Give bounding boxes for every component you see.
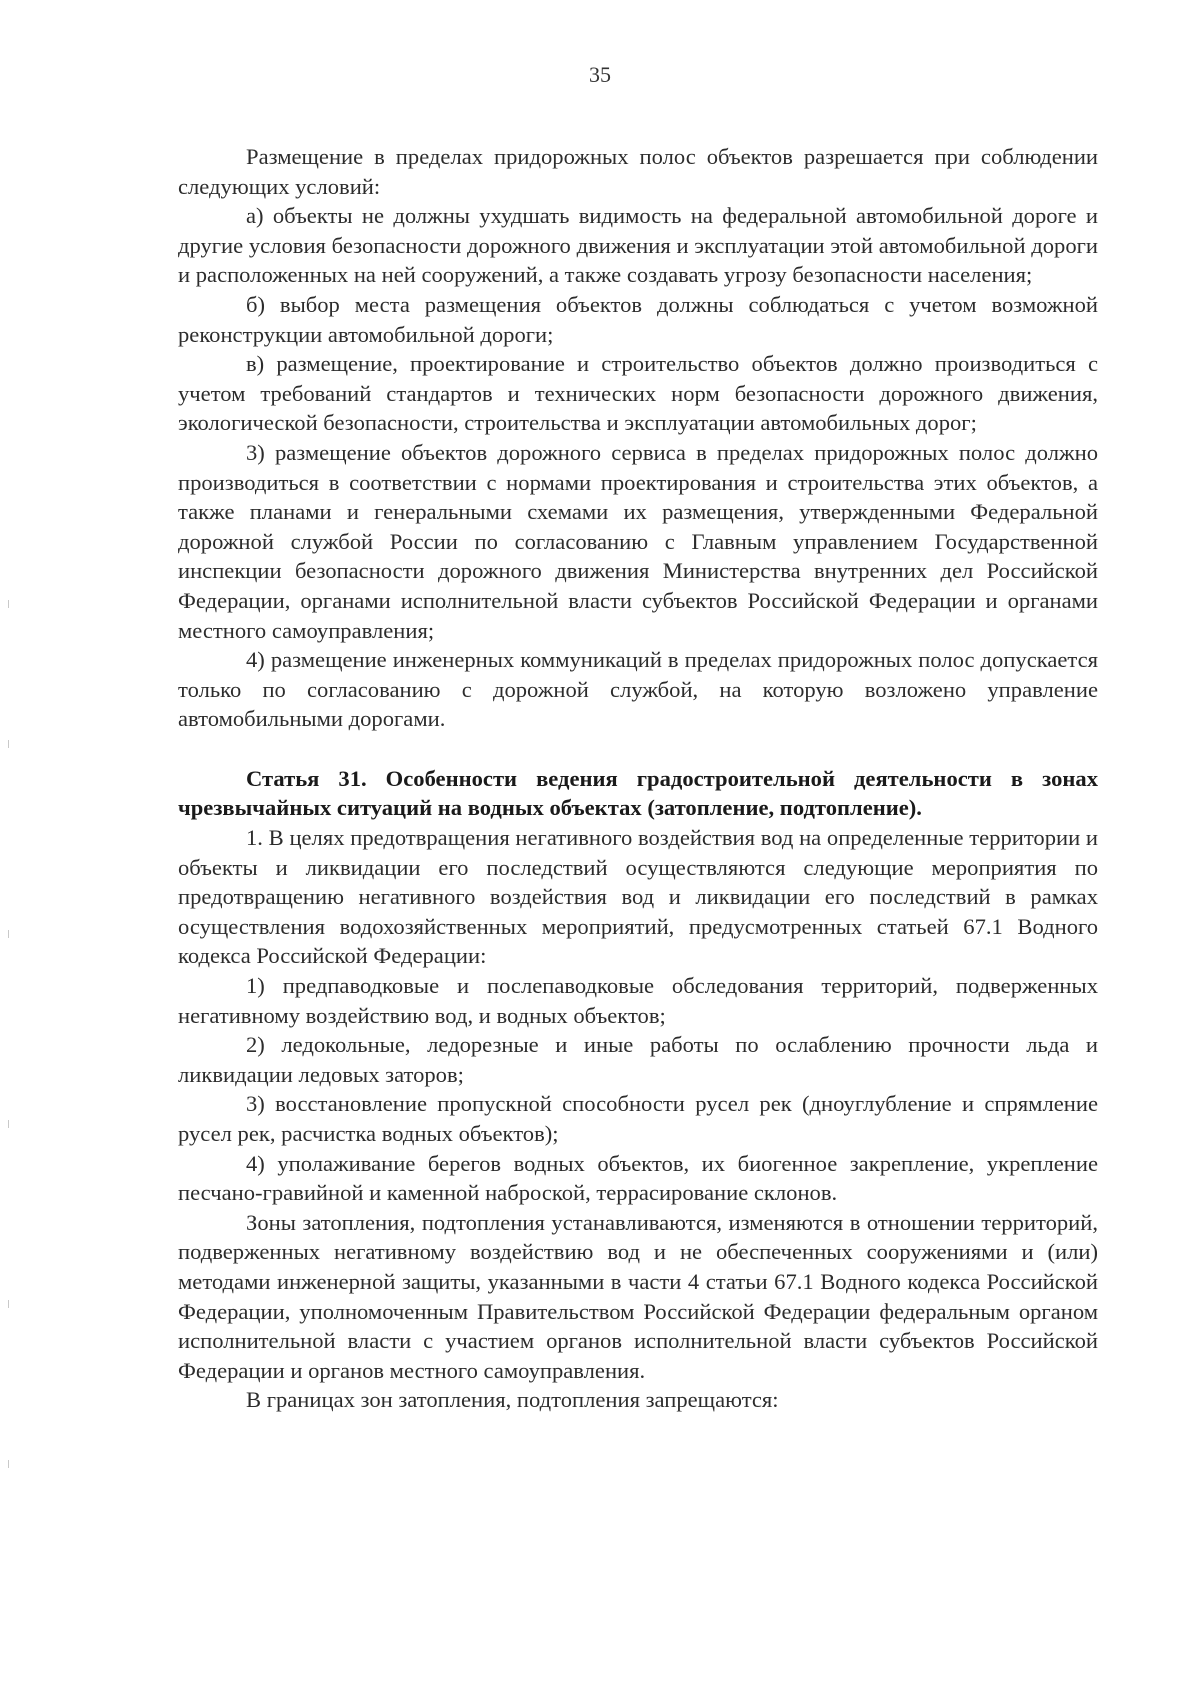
scan-margin-marks bbox=[8, 600, 12, 1500]
paragraph-item-v: в) размещение, проектирование и строительство объектов должно производиться с учетом требований стандартов и технических норм безопасности дорожного движения, экологической безопасности, строительства и эксплуатации автомобильных дорог; bbox=[178, 351, 1098, 436]
paragraph-article-31-point-1: 1. В целях предотвращения негативного воздействия вод на определенные территории и объекты и ликвидации его последствий осуществляются следующие мероприятия по предотвращению негативного воздействия вод и ликвидации его последствий в рамках осуществления водохозяйственных мероприятий, предусмотренных статьей 67.1 Водного кодекса Российской Федерации: bbox=[178, 825, 1098, 969]
page-number: 35 bbox=[589, 62, 611, 87]
paragraph-placement-conditions: Размещение в пределах придорожных полос объектов разрешается при соблюдении следующих условий: bbox=[178, 144, 1098, 199]
paragraph-measure-2: 2) ледокольные, ледорезные и иные работы по ослаблению прочности льда и ликвидации ледовых заторов; bbox=[178, 1032, 1098, 1087]
paragraph-measure-4: 4) уполаживание берегов водных объектов, их биогенное закрепление, укрепление песчано-гравийной и каменной наброской, террасирование склонов. bbox=[178, 1150, 1098, 1206]
paragraph-flood-zones: Зоны затопления, подтопления устанавливаются, изменяются в отношении территорий, подверженных негативному воздействию вод и не обеспеченных сооружениями и (или) методами инженерной защиты, указанными в части 4 статьи 67.1 Водного кодекса Российской Федерации, уполномоченным Правительством Российской Федерации федеральным органом исполнительной власти с участием органов исполнительной власти субъектов Российской Федерации и органов местного самоуправления. bbox=[178, 1209, 1098, 1383]
document-body bbox=[178, 142, 1098, 1415]
paragraph-item-b: б) выбор места размещения объектов должны соблюдаться с учетом возможной реконструкции автомобильной дороги; bbox=[178, 291, 1098, 347]
paragraph-measure-1: 1) предпаводковые и послепаводковые обследования территорий, подверженных негативному воздействию вод, и водных объектов; bbox=[178, 973, 1098, 1028]
paragraph-measure-3: 3) восстановление пропускной способности русел рек (дноуглубление и спрямление русел рек, расчистка водных объектов); bbox=[178, 1091, 1098, 1146]
article-31-heading: Статья 31. Особенности ведения градостроительной деятельности в зонах чрезвычайных ситуаций на водных объектах (затопление, подтопление). bbox=[178, 765, 1098, 821]
paragraph-item-4: 4) размещение инженерных коммуникаций в пределах придорожных полос допускается только по согласованию с дорожной службой, на которую возложено управление автомобильными дорогами. bbox=[178, 647, 1098, 732]
paragraph-item-3: 3) размещение объектов дорожного сервиса в пределах придорожных полос должно производиться в соответствии с нормами проектирования и строительства этих объектов, а также планами и генеральными схемами их размещения, утвержденными Федеральной дорожной службой России по согласованию с Главным управлением Государственной инспекции безопасности дорожного движения Министерства внутренних дел Российской Федерации, органами исполнительной власти субъектов Российской Федерации и органами местного самоуправления; bbox=[178, 439, 1098, 643]
paragraph-item-a: а) объекты не должны ухудшать видимость на федеральной автомобильной дороге и другие условия безопасности дорожного движения и эксплуатации этой автомобильной дороги и расположенных на ней сооружений, а также создавать угрозу безопасности населения; bbox=[178, 203, 1098, 288]
paragraph-prohibitions: В границах зон затопления, подтопления запрещаются: bbox=[246, 1387, 779, 1413]
